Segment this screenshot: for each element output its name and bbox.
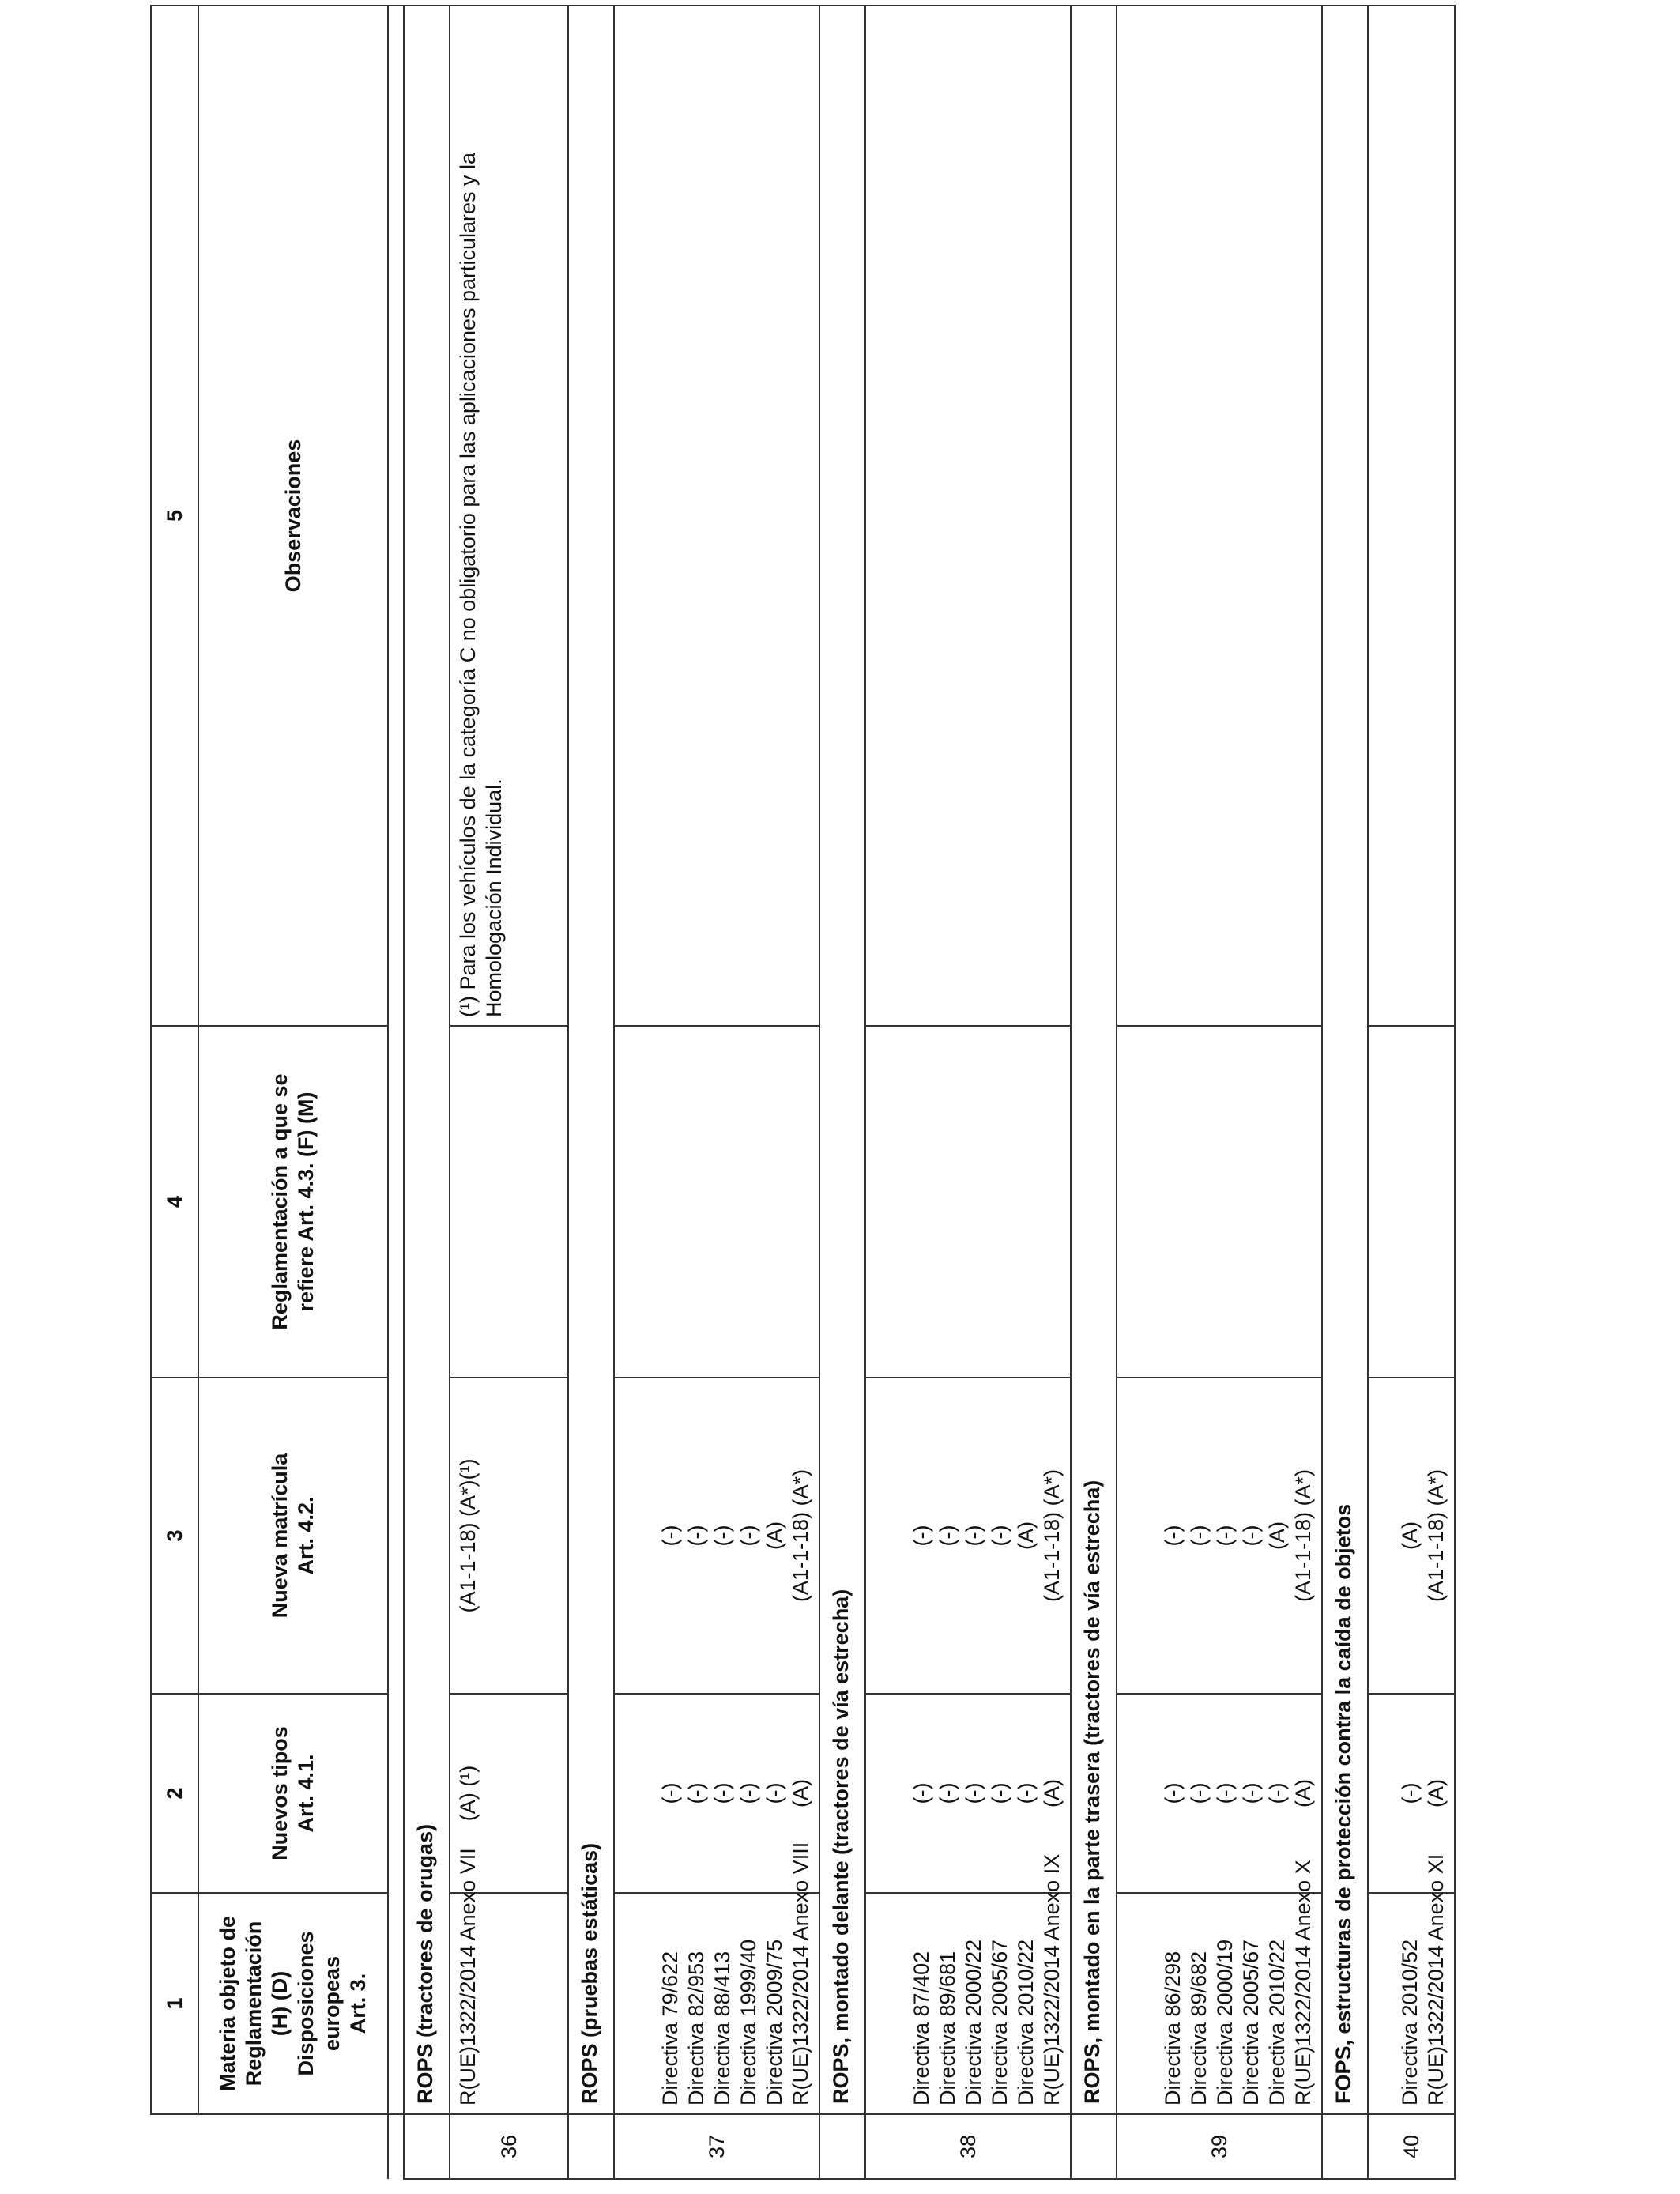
materia-line: Directiva 88/413 [710,1951,735,2105]
value-line: (-) [962,1525,986,1547]
value-line: (-) [710,1782,735,1804]
observaciones-cell [450,6,568,1026]
reglamentacion-cell [614,1026,819,1378]
value-line: (-) [962,1782,986,1804]
value-line: (-) [936,1782,960,1804]
value-line: (-) [1187,1782,1211,1804]
header-line: Art. 4.2. [294,1496,318,1575]
materia-line: Directiva 2010/22 [1014,1939,1038,2105]
materia-line: Directiva 2000/22 [962,1939,986,2105]
value-line: (-) [658,1525,683,1547]
section-number-spacer [568,2114,614,2179]
materia-cell [1117,1860,1322,2114]
column-header-row [198,6,388,2179]
separator-cell [388,6,404,2114]
value-line: (-) [936,1525,960,1547]
header-line: Reglamentación (H) (D) [242,1921,292,2087]
table-row [865,6,1071,2179]
col-number: 1 [151,1893,198,2114]
value-line: (-) [988,1782,1012,1804]
value-line: (-) [1213,1782,1237,1804]
value-line: (-) [1187,1525,1211,1547]
value-line: (-) [658,1782,683,1804]
header-line: Nueva matrícula [268,1453,292,1619]
value-line: (A1-1-18) (A*) [789,1468,813,1603]
materia-line: Directiva 2009/75 [763,1939,787,2105]
materia-cell [450,1848,568,2114]
table-row [1117,6,1322,2179]
section-number-spacer [404,2114,450,2179]
materia-line: Directiva 89/681 [936,1951,960,2105]
observaciones-cell [614,6,819,1026]
col-number: 4 [151,1026,198,1378]
value-line: (-) [763,1782,787,1804]
value-line: (-) [1161,1525,1185,1547]
section-title-row [404,6,450,2179]
value-line: (-) [684,1525,709,1547]
header-line: Reglamentación a que se [268,1073,292,1330]
value-line: (-) [710,1525,735,1547]
value-line: (-) [910,1782,934,1804]
materia-line: R(UE)1322/2014 Anexo X [1291,1860,1316,2105]
value-line: (-) [1239,1782,1264,1804]
col-header-observaciones [198,6,388,1026]
section-title-row [819,6,865,2179]
materia-line: Directiva 2010/22 [1265,1939,1290,2105]
value-line: (A) [1398,1521,1422,1550]
value-line: (A) [1040,1779,1064,1808]
materia-line: R(UE)1322/2014 Anexo IX [1040,1853,1064,2105]
separator-cell [388,2114,404,2179]
materia-line: R(UE)1322/2014 Anexo XI [1424,1853,1448,2105]
section-title-row [1071,6,1117,2179]
row-number: 39 [1117,2114,1322,2179]
materia-line: Directiva 2010/52 [1398,1939,1422,2105]
reglamentacion-cell [865,1026,1071,1378]
row-number: 37 [614,2114,819,2179]
observation-line: Homologación Individual. [481,778,506,1017]
value-line: (A) [763,1521,787,1550]
section-title-row [1322,6,1368,2179]
header-line: Art. 3. [345,1973,370,2034]
header-line: Nuevos tipos [268,1726,292,1860]
value-line: (-) [684,1782,709,1804]
header-line: Materia objeto de [216,1915,240,2092]
row-number: 36 [450,2114,568,2179]
value-line: (-) [988,1525,1012,1547]
row-number: 38 [865,2114,1071,2179]
reglamentacion-cell [1368,1026,1455,1378]
col-header-materia [198,1893,388,2114]
value-line: (-) [1161,1782,1185,1804]
nueva-matricula-cell [1368,1378,1455,1694]
materia-line: R(UE)1322/2014 Anexo VIII [789,1842,813,2105]
materia-line: Directiva 89/682 [1187,1951,1211,2105]
value-line: (A1-1-18) (A*)(¹) [456,1458,480,1613]
value-line: (A1-1-18) (A*) [1291,1468,1316,1603]
value-line: (-) [1014,1782,1038,1804]
corner-cell [151,2114,388,2179]
materia-line: Directiva 82/953 [684,1951,709,2105]
section-title: ROPS, montado delante (tractores de vía estrecha) [819,6,865,2114]
materia-line: Directiva 2000/19 [1213,1939,1237,2105]
materia-line: Directiva 1999/40 [736,1939,761,2105]
nueva-matricula-cell [865,1378,1071,1694]
materia-line: Directiva 79/622 [658,1951,683,2105]
section-number-spacer [819,2114,865,2179]
section-number-spacer [1322,2114,1368,2179]
observaciones-cell [1117,6,1322,1026]
nueva-matricula-cell [450,1378,568,1694]
value-line: (A) [1014,1521,1038,1550]
regulation-table [150,5,1456,2180]
value-line: (A) [789,1779,813,1808]
header-line: refiere Art. 4.3. (F) (M) [294,1091,318,1312]
value-line: (A) (¹) [456,1765,480,1822]
section-number-spacer [1071,2114,1117,2179]
materia-line: R(UE)1322/2014 Anexo VII [456,1848,480,2105]
observaciones-cell [1368,6,1455,1026]
value-line: (-) [736,1782,761,1804]
col-number: 5 [151,6,198,1026]
section-title: ROPS (pruebas estáticas) [568,6,614,2114]
row-number: 40 [1368,2114,1455,2179]
value-line: (A) [1265,1521,1290,1550]
materia-cell [614,1842,819,2114]
section-title: ROPS, montado en la parte trasera (tractores de vía estrecha) [1071,6,1117,2114]
table-row [614,6,819,2179]
value-line: (A1-1-18) (A*) [1424,1468,1448,1603]
col-header-nueva-matricula [198,1378,388,1694]
materia-line: Directiva 87/402 [910,1951,934,2105]
reglamentacion-cell [450,1026,568,1378]
value-line: (-) [910,1525,934,1547]
observation-line: (¹) Para los vehículos de la categoría C no obligatorio para las aplicaciones particulares y la [456,152,480,1017]
column-number-row [151,6,198,2179]
reglamentacion-cell [1117,1026,1322,1378]
table-row [450,6,568,2179]
value-line: (A) [1424,1779,1448,1808]
section-title: ROPS (tractores de orugas) [404,6,450,2114]
nueva-matricula-cell [1117,1378,1322,1694]
value-line: (-) [1265,1782,1290,1804]
section-title: FOPS, estructuras de protección contra la caída de objetos [1322,6,1368,2114]
materia-cell [865,1853,1071,2114]
header-line: Art. 4.1. [294,1754,318,1833]
header-line: Disposiciones europeas [294,1931,344,2076]
observaciones-cell [865,6,1071,1026]
col-header-reglamentacion [198,1026,388,1378]
separator-row [388,6,404,2179]
materia-line: Directiva 86/298 [1161,1951,1185,2105]
table-row [1368,6,1455,2179]
col-header-nuevos-tipos [198,1694,388,1893]
section-title-row [568,6,614,2179]
value-line: (-) [1398,1782,1422,1804]
materia-cell [1368,1853,1455,2114]
materia-line: Directiva 2005/67 [1239,1939,1264,2105]
materia-line: Directiva 2005/67 [988,1939,1012,2105]
value-line: (-) [736,1525,761,1547]
nueva-matricula-cell [614,1378,819,1694]
value-line: (A1-1-18) (A*) [1040,1468,1064,1603]
value-line: (-) [1239,1525,1264,1547]
value-line: (A) [1291,1779,1316,1808]
header-line: Observaciones [281,439,305,593]
value-line: (-) [1213,1525,1237,1547]
col-number: 2 [151,1694,198,1893]
col-number: 3 [151,1378,198,1694]
